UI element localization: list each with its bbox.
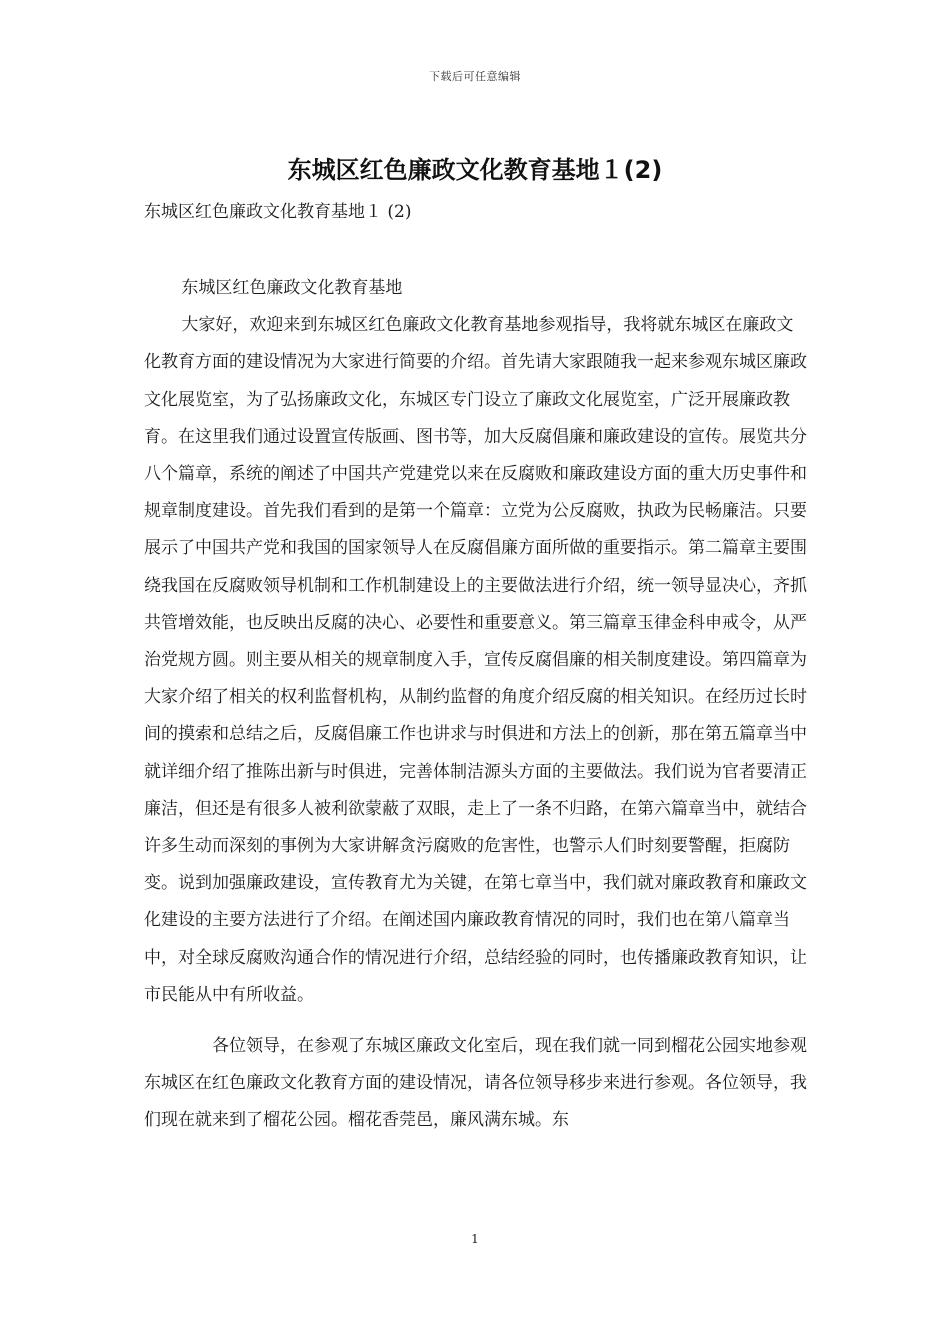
paragraph-park: 各位领导，在参观了东城区廉政文化室后，现在我们就一同到榴花公园实地参观东城区在红色廉政文化教育方面的建设情况，请各位领导移步来进行参观。各位领导，我们现在就来到了榴花公园。榴花香莞邑，廉风满东城。东 — [144, 1036, 807, 1131]
document-title: 东城区红色廉政文化教育基地１(2) — [287, 156, 663, 184]
header-note: 下载后可任意编辑 — [429, 70, 521, 83]
paragraph-spacer — [144, 1014, 809, 1028]
page-number: 1 — [471, 1232, 479, 1246]
document-body — [144, 270, 809, 1140]
section-heading: 东城区红色廉政文化教育基地 — [181, 278, 403, 298]
document-subtitle: 东城区红色廉政文化教育基地１ (2) — [144, 202, 412, 222]
paragraph-intro: 大家好，欢迎来到东城区红色廉政文化教育基地参观指导，我将就东城区在廉政文化教育方面的建设情况为大家进行简要的介绍。首先请大家跟随我一起来参观东城区廉政文化展览室，为了弘扬廉政文化，东城区专门设立了廉政文化展览室，广泛开展廉政教育。在这里我们通过设置宣传版画、图书等，加大反腐倡廉和廉政建设的宣传。展览共分八个篇章，系统的阐述了中国共产党建党以来在反腐败和廉政建设方面的重大历史事件和规章制度建设。首先我们看到的是第一个篇章：立党为公反腐败，执政为民畅廉洁。只要展示了中国共产党和我国的国家领导人在反腐倡廉方面所做的重要指示。第二篇章主要围绕我国在反腐败领导机制和工作机制建设上的主要做法进行介绍，统一领导显决心，齐抓共管增效能，也反映出反腐的决心、必要性和重要意义。第三篇章玉律金科申戒令，从严治党规方圆。则主要从相关的规章制度入手，宣传反腐倡廉的相关制度建设。第四篇章为大家介绍了相关的权利监督机构，从制约监督的角度介绍反腐的相关知识。在经历过长时间的摸索和总结之后，反腐倡廉工作也讲求与时俱进和方法上的创新，那在第五篇章当中就详细介绍了推陈出新与时俱进，完善体制洁源头方面的主要做法。我们说为官者要清正廉洁，但还是有很多人被利欲蒙蔽了双眼，走上了一条不归路，在第六篇章当中，就结合许多生动而深刻的事例为大家讲解贪污腐败的危害性，也警示人们时刻要警醒，拒腐防变。说到加强廉政建设，宣传教育尤为关键，在第七章当中，我们就对廉政教育和廉政文化建设的主要方法进行了介绍。在阐述国内廉政教育情况的同时，我们也在第八篇章当中，对全球反腐败沟通合作的情况进行介绍，总结经验的同时，也传播廉政教育知识，让市民能从中有所收益。 — [144, 315, 807, 1005]
